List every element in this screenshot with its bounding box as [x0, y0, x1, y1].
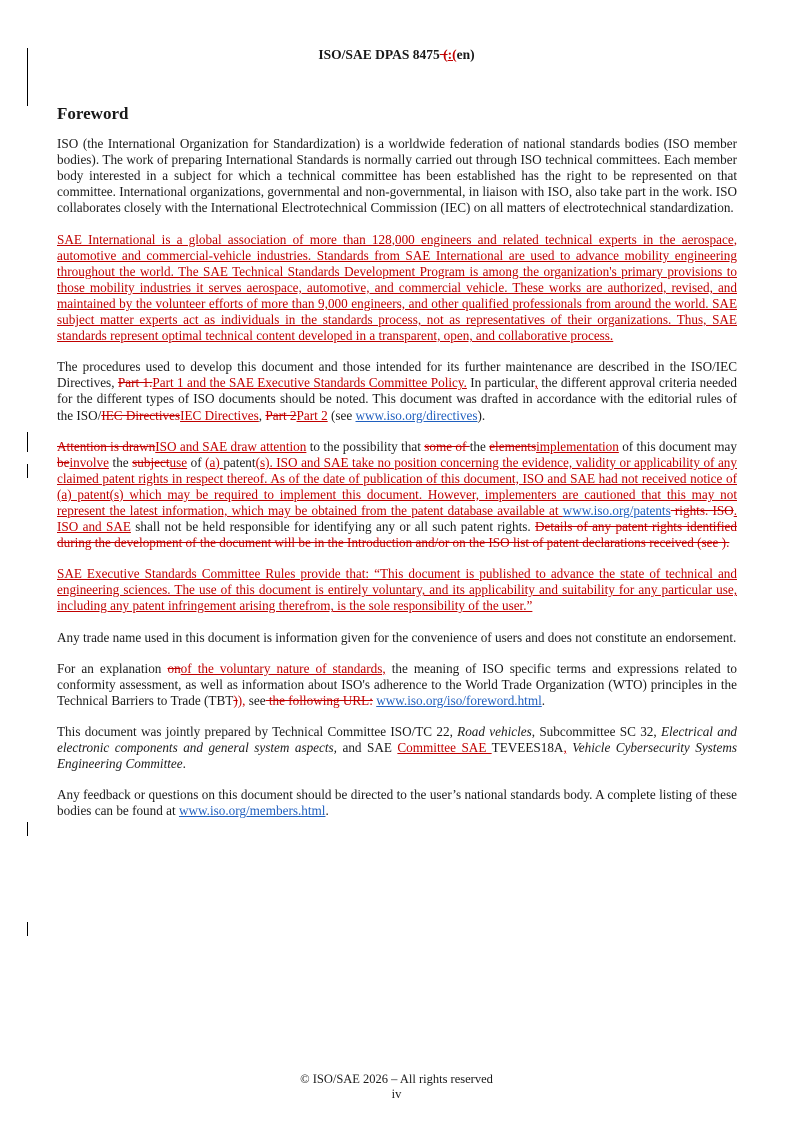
- inserted-text: ISO and SAE draw attention: [155, 438, 307, 454]
- inserted-text: of the voluntary nature of standards,: [180, 660, 386, 676]
- foreword-section: [57, 106, 737, 834]
- paragraph-iso-intro: ISO (the International Organization for Standardization) is a worldwide federation of national standards bodies (ISO member bodies). The work of preparing International Standards is normally carried out through ISO technical committees. Each member body interested in a subject for which a technical committee has been established has the right to be represented on that committee. International organizations, governmental and non-governmental, in liaison with ISO, also take part in the work. ISO collaborates closely with the International Electrotechnical Commission (IEC) on all matters of electrotechnical standardization.: [57, 136, 737, 216]
- text: and SAE: [336, 740, 398, 755]
- text: .: [325, 803, 329, 819]
- inserted-text: :(: [447, 47, 457, 62]
- change-bar: [27, 922, 28, 936]
- deleted-text: subject: [132, 454, 170, 470]
- text: the meaning of ISO specific terms and expressions related to conformity assessment, as well as information about ISO's adherence to the World Trade Organization (WTO) principles in the Technical Barriers to Trade (TBT: [57, 660, 737, 708]
- italic-text: Vehicle Cybersecurity Systems Engineering Committee: [57, 740, 737, 772]
- deleted-text: the following URL:: [265, 692, 373, 708]
- text: patent: [223, 454, 256, 470]
- inserted-text: IEC Directives: [180, 407, 259, 423]
- text: shall not be held responsible for identifying any or all such patent rights.: [130, 519, 536, 535]
- deleted-text: Attention is drawn: [57, 438, 156, 454]
- language-code: en): [456, 47, 475, 62]
- paragraph-explanation: [57, 661, 737, 709]
- inserted-text: (s). ISO and SAE take no position concerning the evidence, validity or applicability of any claimed patent rights in respect thereof. As of the date of publication of this document, ISO and SAE had not received notice of (a) patent(s) which may be required to implement this document. However, implementers are cautioned that this may not represent the latest information, which may be obtained from the patent database available at: [57, 454, 737, 518]
- deleted-text: on: [167, 660, 181, 676]
- text: (see: [327, 407, 356, 423]
- directives-link[interactable]: www.iso.org/directives: [355, 407, 478, 423]
- text: For an explanation: [57, 660, 168, 676]
- text: ,: [258, 407, 266, 423]
- deleted-text: Part 2: [265, 407, 297, 423]
- foreword-link[interactable]: www.iso.org/iso/foreword.html: [376, 692, 542, 708]
- deleted-text: some of: [424, 438, 470, 454]
- section-heading: Foreword: [57, 104, 129, 123]
- page-footer: [0, 1072, 793, 1102]
- text: The procedures used to develop this document and those intended for its further maintenance are described in the ISO/IEC Directives,: [57, 359, 737, 391]
- deleted-text: ): [233, 692, 238, 708]
- deleted-text: be: [57, 454, 70, 470]
- text: .: [541, 692, 546, 708]
- inserted-text: (a): [205, 454, 224, 470]
- copyright-notice: © ISO/SAE 2026 – All rights reserved: [300, 1072, 493, 1086]
- deleted-text: rights. ISO: [670, 502, 734, 518]
- italic-text: Road vehicles: [457, 723, 532, 739]
- paragraph-committees: [57, 724, 737, 772]
- inserted-text: ,: [563, 740, 567, 755]
- paragraph-sae-rules: SAE Executive Standards Committee Rules provide that: “This document is published to advance the state of technical and engineering sciences. The use of this document is entirely voluntary, and its applicability and suitability for any particular use, including any patent infringement arising therefrom, is the sole responsibility of the user.”: [57, 566, 737, 614]
- members-link[interactable]: www.iso.org/members.html: [178, 803, 326, 819]
- text: ).: [477, 407, 486, 423]
- change-bar: [27, 822, 28, 836]
- inserted-text: involve: [69, 454, 110, 470]
- text: Any feedback or questions on this document should be directed to the user’s national standards body. A complete listing of these bodies can be found at: [57, 787, 737, 819]
- paragraph-procedures: [57, 359, 737, 423]
- deleted-text: Part 1.: [117, 375, 153, 391]
- page-number: iv: [391, 1087, 402, 1101]
- inserted-text: Committee SAE: [397, 740, 492, 755]
- patents-link[interactable]: www.iso.org/patents: [562, 502, 671, 518]
- italic-text: Electrical and electronic components and general system aspects,: [57, 723, 738, 755]
- text: TEVEES18A: [491, 740, 564, 755]
- inserted-text: use: [169, 454, 188, 470]
- change-bar: [27, 464, 28, 478]
- text: of this document may: [618, 438, 737, 454]
- deleted-text: Details of any patent rights identified during the development of the document will be in the Introduction and/or on the ISO list of patent declarations received (see ).: [57, 519, 737, 551]
- text: to the possibility that: [306, 438, 425, 454]
- inserted-text: . ISO and SAE: [57, 502, 737, 535]
- inserted-text: Part 2: [296, 407, 328, 423]
- deleted-text: elements: [489, 438, 537, 454]
- change-bar: [27, 432, 28, 452]
- paragraph-patents: [57, 439, 737, 552]
- inserted-text: Part 1 and the SAE Executive Standards Committee Policy.: [152, 375, 467, 391]
- page-header: [0, 47, 793, 63]
- text: the different approval criteria needed for the different types of ISO documents should be noted. This document was drafted in accordance with the editorial rules of the ISO/: [57, 375, 737, 423]
- text: .: [182, 756, 186, 772]
- text: the: [469, 438, 490, 454]
- paragraph-sae-intro: SAE International is a global association of more than 128,000 engineers and related technical experts in the aerospace, automotive and commercial-vehicle industries. Standards from SAE International are used to advance mobility engineering throughout the world. The SAE Technical Standards Development Program is among the organization's primary provisions to those mobility industries it serves aerospace, automotive, and commercial vehicle. These works are authorized, revised, and maintained by the volunteer efforts of more than 9,000 engineers, and other qualified professionals from around the world. SAE subject matter experts act as individuals in the standards process, not as representatives of their organizations. Thus, SAE standards represent optimal technical content developed in a transparent, open, and collaborative process.: [57, 231, 737, 344]
- text: , Subcommittee SC 32,: [531, 723, 661, 739]
- inserted-text: implementation: [536, 438, 619, 454]
- text: This document was jointly prepared by Technical Committee ISO/TC 22,: [57, 723, 458, 739]
- paragraph-feedback: [57, 787, 737, 819]
- paragraph-trade-name: Any trade name used in this document is information given for the convenience of users and does not constitute an endorsement.: [57, 629, 737, 645]
- deleted-text: IEC Directives: [101, 407, 181, 423]
- text: of: [187, 454, 206, 470]
- deleted-text: (: [439, 47, 448, 62]
- document-id: ISO/SAE DPAS 8475: [318, 47, 440, 62]
- inserted-text: ,: [534, 375, 538, 391]
- text: In particular: [466, 375, 535, 391]
- inserted-text: ),: [237, 692, 246, 708]
- text: the: [109, 454, 133, 470]
- text: see: [245, 692, 266, 708]
